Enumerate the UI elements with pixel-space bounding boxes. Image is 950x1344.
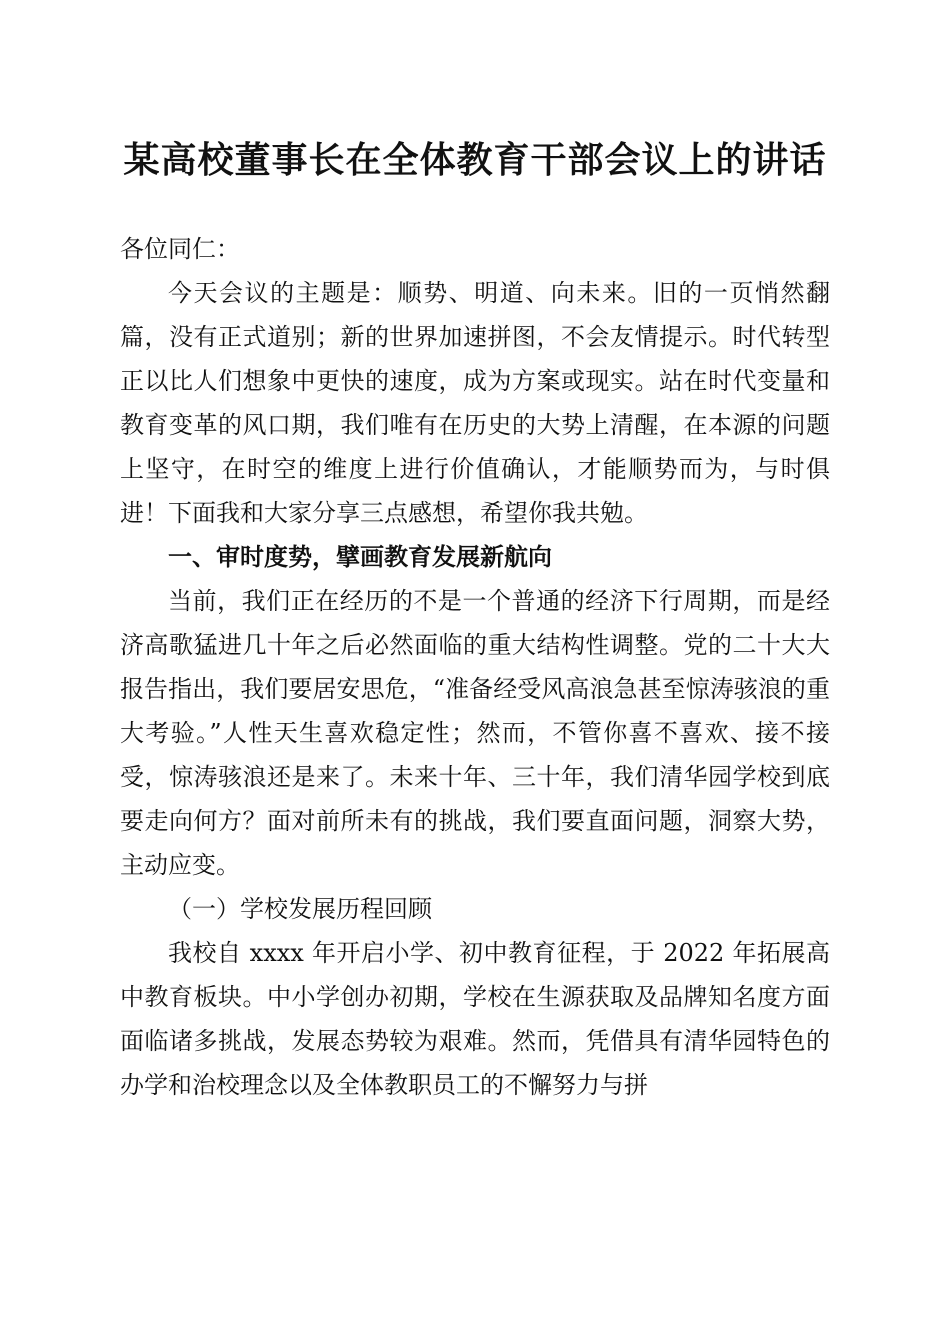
paragraph-section-1: 当前，我们正在经历的不是一个普通的经济下行周期，而是经济高歌猛进几十年之后必然面临的重大结构性调整。党的二十大大报告指出，我们要居安思危，“准备经受风高浪急甚至惊涛骇浪的重大考验。”人性天生喜欢稳定性；然而，不管你喜不喜欢、接不接受，惊涛骇浪还是来了。未来十年、三十年，我们清华园学校到底要走向何方？面对前所未有的挑战，我们要直面问题，洞察大势，主动应变。 [120,587,830,879]
paragraph-subsection-1: 我校自 xxxx 年开启小学、初中教育征程，于 2022 年拓展高中教育板块。中小学创办初期，学校在生源获取及品牌知名度方面面临诸多挑战，发展态势较为艰难。然而，凭借具有清华园特色的办学和治校理念以及全体教职员工的不懈努力与拼 [120,939,830,1099]
document-body [120,227,830,1107]
section-heading-1: 一、审时度势，擘画教育发展新航向 [168,543,552,571]
paragraph-intro: 今天会议的主题是：顺势、明道、向未来。旧的一页悄然翻篇，没有正式道别；新的世界加速拼图，不会友情提示。时代转型正以比人们想象中更快的速度，成为方案或现实。站在时代变量和教育变革的风口期，我们唯有在历史的大势上清醒，在本源的问题上坚守，在时空的维度上进行价值确认，才能顺势而为，与时俱进！下面我和大家分享三点感想，希望你我共勉。 [120,279,830,527]
subsection-heading-1: （一）学校发展历程回顾 [168,895,432,923]
greeting: 各位同仁： [120,235,240,263]
document-title: 某高校董事长在全体教育干部会议上的讲话 [123,139,827,181]
